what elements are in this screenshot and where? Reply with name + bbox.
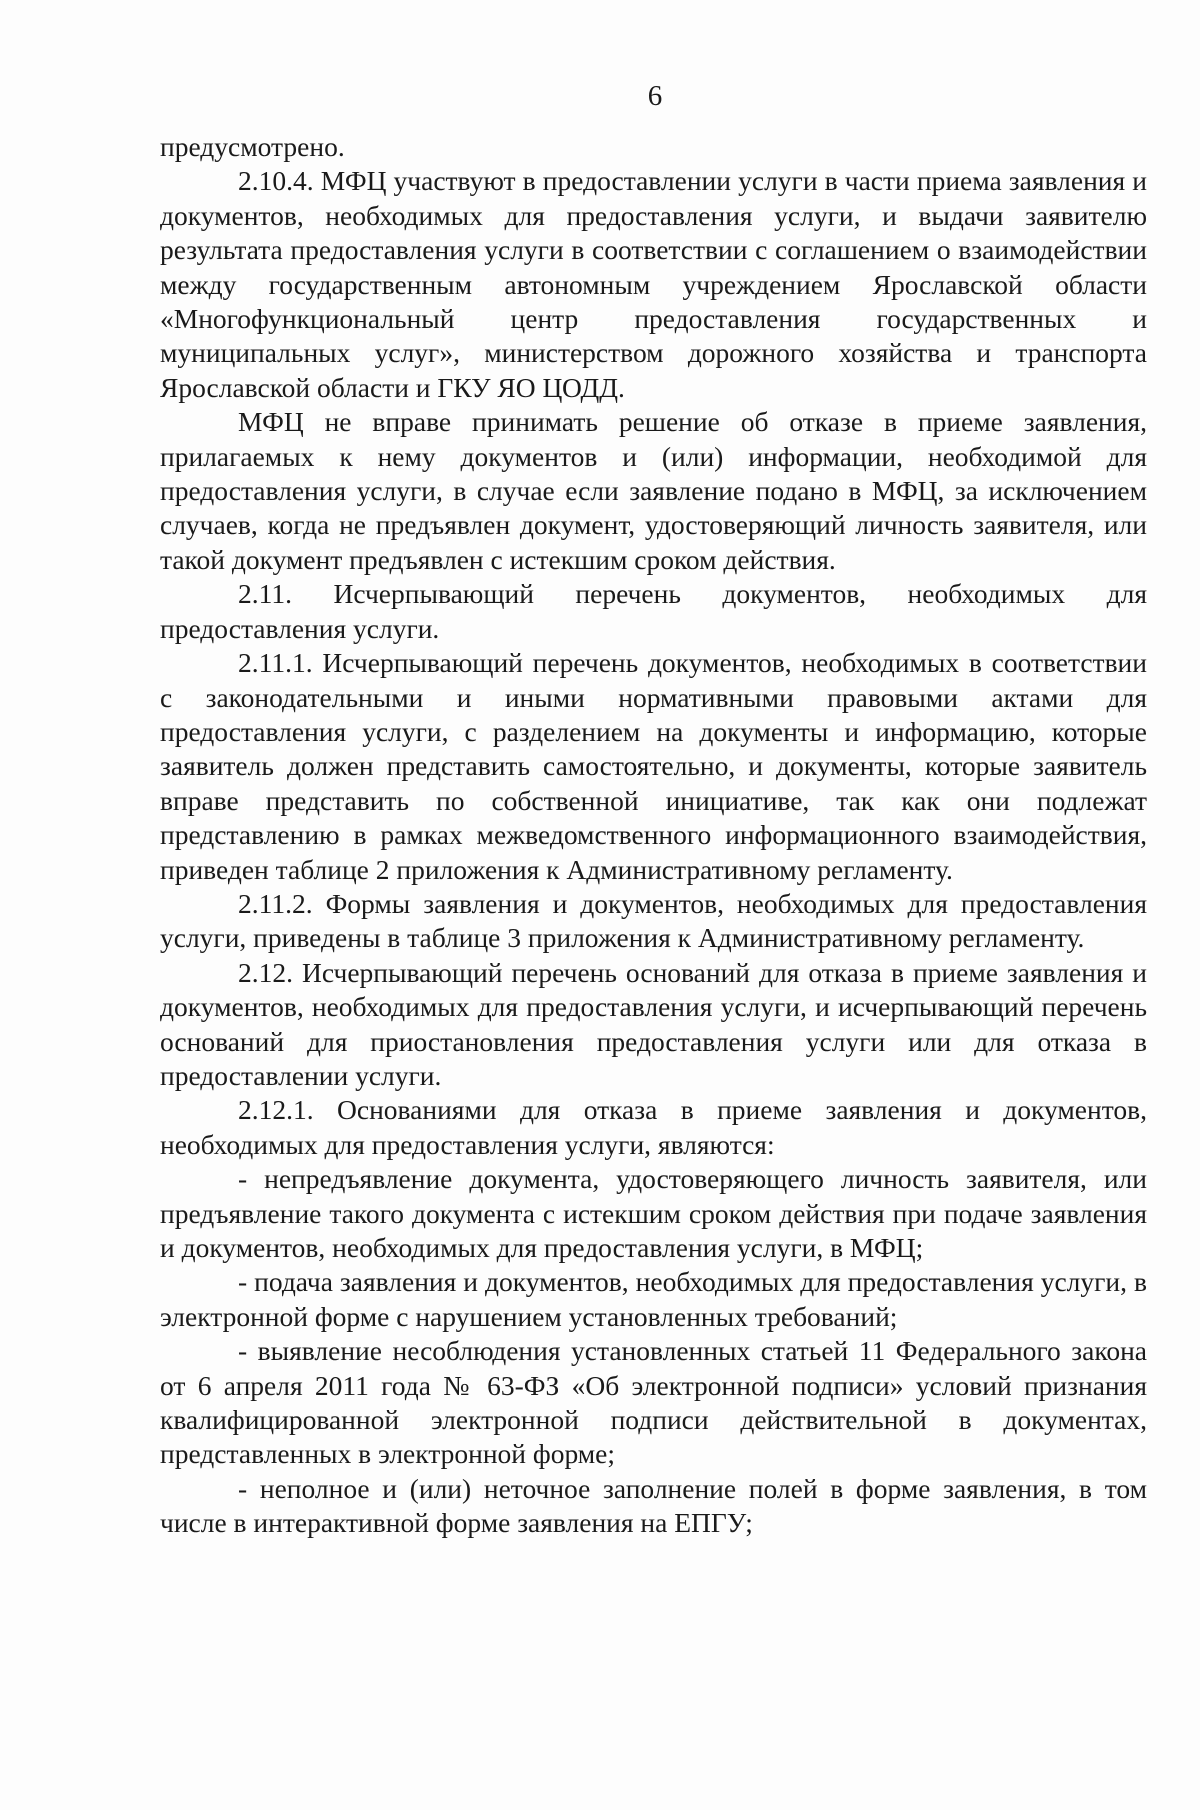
- paragraph-2-11-heading: 2.11. Исчерпывающий перечень документов, необходимых для предоставления услуги.: [160, 578, 1147, 644]
- paragraph-mfc-refusal: МФЦ не вправе принимать решение об отказе в приеме заявления, прилагаемых к нему документов и (или) информации, необходимой для предоставления услуги, в случае если заявление подано в МФЦ, за исключением случаев, когда не предъявлен документ, удостоверяющий личность заявителя, или такой документ предъявлен с истекшим сроком действия.: [160, 406, 1147, 575]
- list-item-electronic-form: - подача заявления и документов, необходимых для предоставления услуги, в электронной форме с нарушением установленных требований;: [160, 1266, 1147, 1332]
- list-item-identity-document: - непредъявление документа, удостоверяющего личность заявителя, или предъявление такого документа с истекшим сроком действия при подаче заявления и документов, необходимых для предоставления услуги, в МФЦ;: [160, 1163, 1147, 1263]
- paragraph-continuation: предусмотрено.: [160, 131, 345, 162]
- paragraph-2-11-1: 2.11.1. Исчерпывающий перечень документов, необходимых в соответствии с законодательными и иными нормативными правовыми актами для предоставления услуги, с разделением на документы и информацию, которые заявитель должен представить самостоятельно, и документы, которые заявитель вправе представить по собственной инициативе, так как они подлежат представлению в рамках межведомственного информационного взаимодействия, приведен таблице 2 приложения к Административному регламенту.: [160, 647, 1147, 885]
- document-body: [160, 130, 1147, 1541]
- list-item-electronic-signature: - выявление несоблюдения установленных статьей 11 Федерального закона от 6 апреля 2011 года № 63-ФЗ «Об электронной подписи» условий признания квалифицированной электронной подписи действительной в документах, представленных в электронной форме;: [160, 1335, 1147, 1470]
- paragraph-2-10-4: 2.10.4. МФЦ участвуют в предоставлении услуги в части приема заявления и документов, необходимых для предоставления услуги, и выдачи заявителю результата предоставления услуги в соответствии с соглашением о взаимодействии между государственным автономным учреждением Ярославской области «Многофункциональный центр предоставления государственных и муниципальных услуг», министерством дорожного хозяйства и транспорта Ярославской области и ГКУ ЯО ЦОДД.: [160, 165, 1147, 403]
- paragraph-2-11-2: 2.11.2. Формы заявления и документов, необходимых для предоставления услуги, приведены в таблице 3 приложения к Административному регламенту.: [160, 887, 1147, 954]
- page-number: 6: [647, 80, 663, 112]
- list-item-incomplete-form: - неполное и (или) неточное заполнение полей в форме заявления, в том числе в интерактивной форме заявления на ЕПГУ;: [160, 1472, 1147, 1539]
- paragraph-2-12-heading: 2.12. Исчерпывающий перечень оснований для отказа в приеме заявления и документов, необходимых для предоставления услуги, и исчерпывающий перечень оснований для приостановления предоставления услуги или для отказа в предоставлении услуги.: [160, 956, 1147, 1091]
- paragraph-2-12-1: 2.12.1. Основаниями для отказа в приеме заявления и документов, необходимых для предоставления услуги, являются:: [160, 1094, 1147, 1160]
